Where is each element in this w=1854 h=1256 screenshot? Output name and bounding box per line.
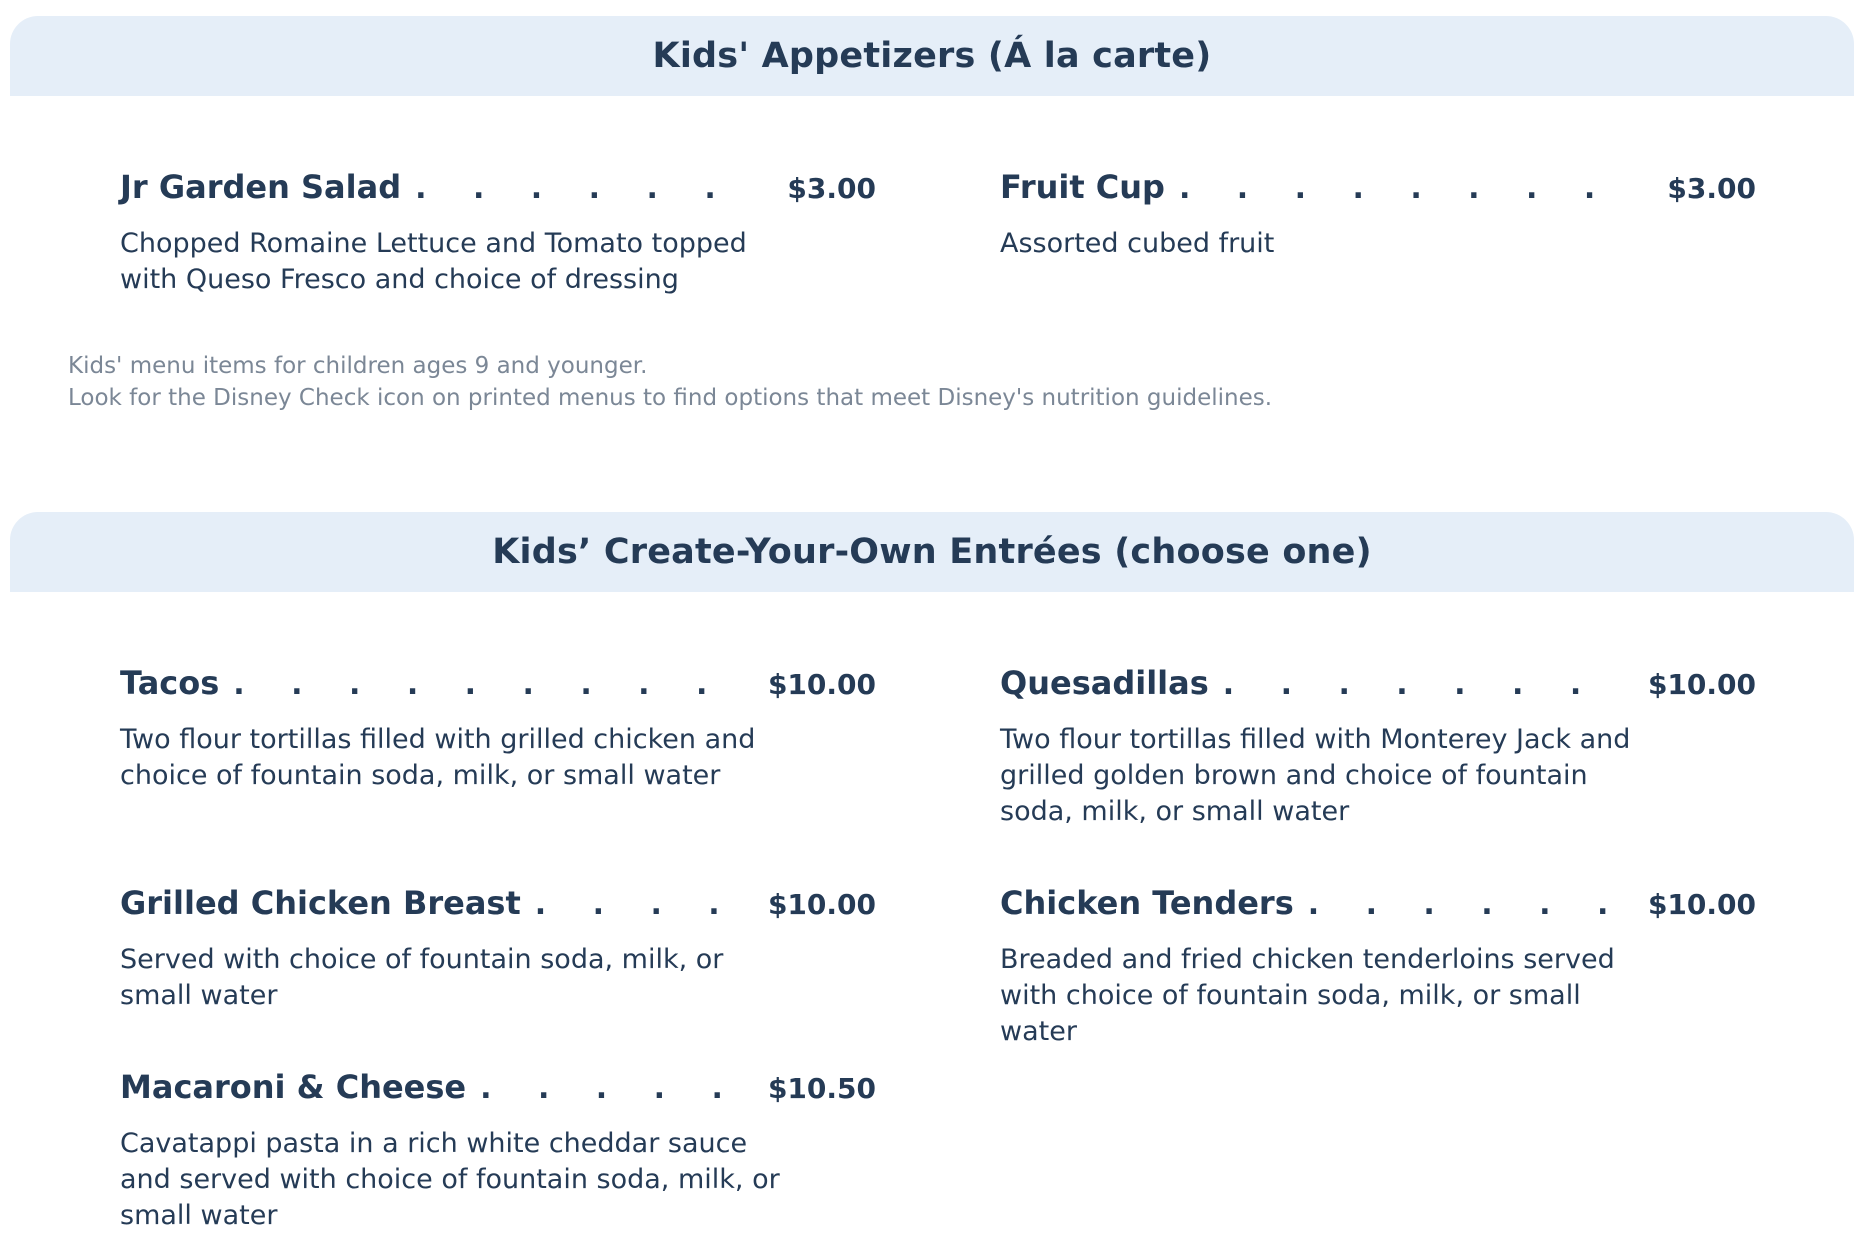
menu-item-macaroni-cheese — [120, 1068, 876, 1234]
item-description: Cavatappi pasta in a rich white cheddar sauce and served with choice of fountain soda, milk, or small water — [120, 1128, 780, 1231]
note-line: Kids' menu items for children ages 9 and younger. — [68, 353, 648, 379]
menu-item-fruit-cup — [1000, 168, 1756, 262]
dot-leader — [1223, 670, 1624, 700]
dot-leader — [480, 1074, 744, 1104]
item-description: Two flour tortillas filled with grilled chicken and choice of fountain soda, milk, or small water — [120, 724, 756, 791]
item-description: Two flour tortillas filled with Monterey Jack and grilled golden brown and choice of fountain soda, milk, or small water — [1000, 724, 1631, 827]
menu-item-quesadillas — [1000, 664, 1756, 830]
section-header-appetizers — [10, 16, 1854, 96]
note-line: Look for the Disney Check icon on printed menus to find options that meet Disney's nutrition guidelines. — [68, 385, 1273, 411]
item-name: Macaroni & Cheese — [120, 1068, 480, 1106]
dot-leader — [233, 670, 744, 700]
item-name: Tacos — [120, 664, 233, 702]
item-description: Chopped Romaine Lettuce and Tomato topped with Queso Fresco and choice of dressing — [120, 228, 747, 295]
item-name: Quesadillas — [1000, 664, 1223, 702]
section-header-entrees — [10, 512, 1854, 592]
item-description: Served with choice of fountain soda, milk, or small water — [120, 944, 724, 1011]
menu-item-chicken-tenders — [1000, 884, 1756, 1050]
item-description: Assorted cubed fruit — [1000, 228, 1275, 259]
menu-item-jr-garden-salad — [120, 168, 876, 298]
item-description: Breaded and fried chicken tenderloins served with choice of fountain soda, milk, or small water — [1000, 944, 1615, 1047]
item-name: Jr Garden Salad — [120, 168, 415, 206]
item-price: $3.00 — [1667, 172, 1756, 205]
item-price: $3.00 — [787, 172, 876, 205]
dot-leader — [535, 890, 744, 920]
item-name: Fruit Cup — [1000, 168, 1179, 206]
menu-item-grilled-chicken-breast — [120, 884, 876, 1014]
item-price: $10.00 — [767, 888, 876, 921]
section-title: Kids' Appetizers (Á la carte) — [652, 36, 1212, 76]
item-price: $10.00 — [767, 668, 876, 701]
item-price: $10.00 — [1647, 888, 1756, 921]
dot-leader — [415, 174, 763, 204]
item-name: Grilled Chicken Breast — [120, 884, 535, 922]
section-title: Kids’ Create-Your-Own Entrées (choose one) — [492, 532, 1372, 572]
kids-menu-note — [68, 350, 1272, 414]
menu-item-tacos — [120, 664, 876, 794]
dot-leader — [1308, 890, 1624, 920]
item-price: $10.50 — [767, 1072, 876, 1105]
item-name: Chicken Tenders — [1000, 884, 1308, 922]
item-price: $10.00 — [1647, 668, 1756, 701]
dot-leader — [1179, 174, 1643, 204]
